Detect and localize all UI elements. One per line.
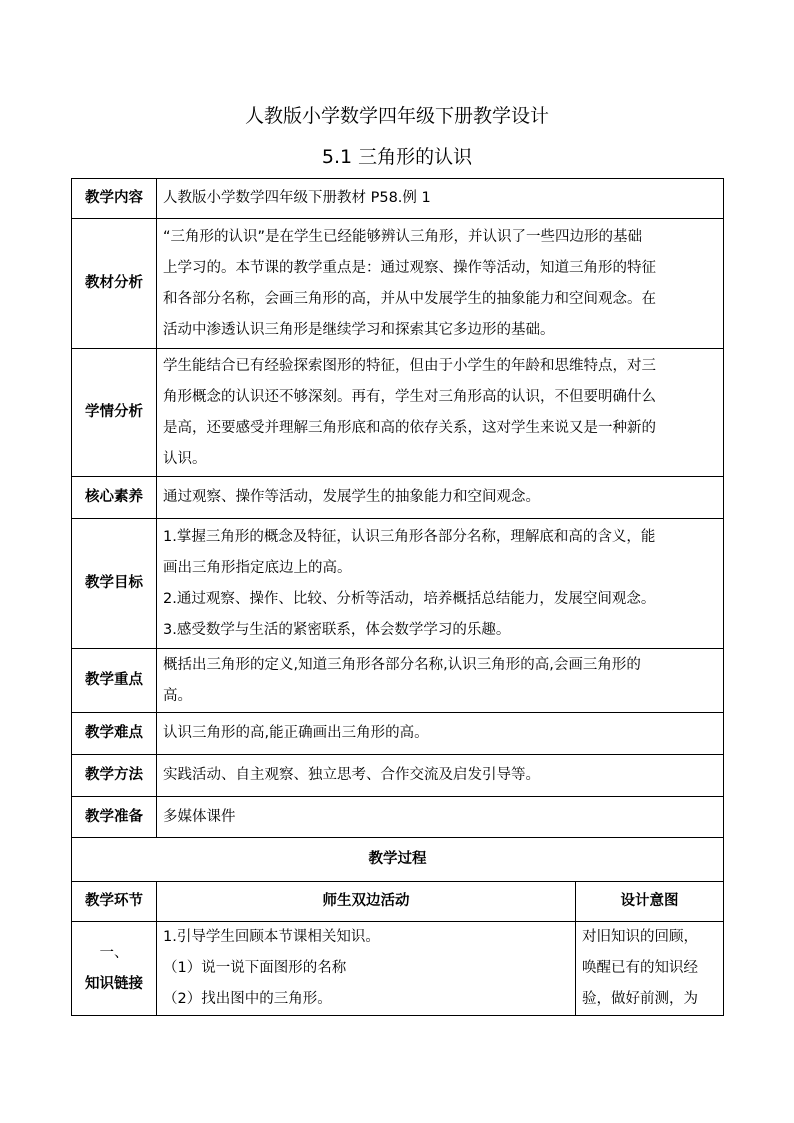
text-line: 1.引导学生回顾本节课相关知识。 bbox=[163, 929, 380, 945]
row-core-literacy bbox=[72, 477, 724, 519]
text-line: “三角形的认识”是在学生已经能够辨认三角形，并认识了一些四边形的基础 bbox=[163, 228, 643, 245]
row-stage-1 bbox=[72, 922, 724, 1016]
text-line: 认识。 bbox=[163, 450, 207, 467]
text-line: 概括出三角形的定义,知道三角形各部分名称,认识三角形的高,会画三角形的 bbox=[163, 656, 641, 673]
text-line: 人教版小学数学四年级下册教材 P58.例 1 bbox=[163, 190, 431, 206]
row-preparation bbox=[72, 797, 724, 838]
document-subtitle: 5.1 三角形的认识 bbox=[321, 146, 473, 168]
column-header: 设计意图 bbox=[576, 882, 724, 922]
row-teaching-goals bbox=[72, 519, 724, 649]
text-line: 角形概念的认识还不够深刻。再有，学生对三角形高的认识，不但要明确什么 bbox=[163, 388, 656, 405]
text-line: 和各部分名称，会画三角形的高，并从中发展学生的抽象能力和空间观念。在 bbox=[163, 290, 656, 307]
text-line: 是高，还要感受并理解三角形底和高的依存关系，这对学生来说又是一种新的 bbox=[163, 419, 656, 436]
text-line: 画出三角形指定底边上的高。 bbox=[163, 559, 352, 576]
text-line: 验，做好前测，为 bbox=[582, 991, 698, 1007]
text-line: 1.掌握三角形的概念及特征，认识三角形各部分名称，理解底和高的含义，能 bbox=[163, 528, 656, 545]
row-text bbox=[157, 349, 724, 477]
row-label: 教学方法 bbox=[72, 755, 157, 797]
row-text bbox=[157, 755, 724, 797]
row-key-points bbox=[72, 649, 724, 713]
text-line: 对旧知识的回顾， bbox=[582, 929, 698, 945]
text-line: 通过观察、操作等活动，发展学生的抽象能力和空间观念。 bbox=[163, 489, 540, 505]
row-text bbox=[157, 649, 724, 713]
text-line: 3.感受数学与生活的紧密联系，体会数学学习的乐趣。 bbox=[163, 621, 511, 638]
intent-cell bbox=[576, 922, 724, 1016]
text-line: 上学习的。本节课的教学重点是：通过观察、操作等活动，知道三角形的特征 bbox=[163, 259, 656, 276]
text-line: 2.通过观察、操作、比较、分析等活动，培养概括总结能力，发展空间观念。 bbox=[163, 590, 656, 607]
text-line: 认识三角形的高,能正确画出三角形的高。 bbox=[163, 725, 429, 741]
row-text bbox=[157, 713, 724, 755]
row-label: 核心素养 bbox=[72, 477, 157, 519]
activity-cell bbox=[157, 922, 576, 1016]
row-student-analysis bbox=[72, 349, 724, 477]
row-label: 教学重点 bbox=[72, 649, 157, 713]
row-difficulties bbox=[72, 713, 724, 755]
row-text bbox=[157, 797, 724, 838]
row-process-columns bbox=[72, 882, 724, 922]
stage-number: 一、 bbox=[99, 944, 129, 961]
row-text bbox=[157, 179, 724, 219]
row-material-analysis bbox=[72, 219, 724, 349]
row-label: 教学准备 bbox=[72, 797, 157, 838]
stage-name: 知识链接 bbox=[85, 975, 143, 992]
row-label: 学情分析 bbox=[72, 349, 157, 477]
document-title: 人教版小学数学四年级下册教学设计 bbox=[244, 105, 549, 127]
text-line: （2）找出图中的三角形。 bbox=[163, 991, 332, 1007]
text-line: 唤醒已有的知识经 bbox=[582, 960, 698, 976]
row-content bbox=[72, 179, 724, 219]
process-heading: 教学过程 bbox=[72, 838, 724, 882]
stage-cell bbox=[72, 922, 157, 1016]
column-header: 师生双边活动 bbox=[157, 882, 576, 922]
row-text bbox=[157, 519, 724, 649]
row-process-heading bbox=[72, 838, 724, 882]
lesson-plan-table bbox=[71, 178, 724, 1016]
text-line: （1）说一说下面图形的名称 bbox=[163, 960, 347, 976]
text-line: 高。 bbox=[163, 687, 192, 704]
text-line: 活动中渗透认识三角形是继续学习和探索其它多边形的基础。 bbox=[163, 321, 555, 338]
row-label: 教材分析 bbox=[72, 219, 157, 349]
row-text bbox=[157, 477, 724, 519]
text-line: 多媒体课件 bbox=[163, 808, 236, 825]
row-label: 教学目标 bbox=[72, 519, 157, 649]
row-label: 教学内容 bbox=[72, 179, 157, 219]
column-header: 教学环节 bbox=[72, 882, 157, 922]
text-line: 学生能结合已有经验探索图形的特征，但由于小学生的年龄和思维特点，对三 bbox=[163, 357, 656, 374]
text-line: 实践活动、自主观察、独立思考、合作交流及启发引导等。 bbox=[163, 767, 540, 783]
row-methods bbox=[72, 755, 724, 797]
row-text bbox=[157, 219, 724, 349]
row-label: 教学难点 bbox=[72, 713, 157, 755]
